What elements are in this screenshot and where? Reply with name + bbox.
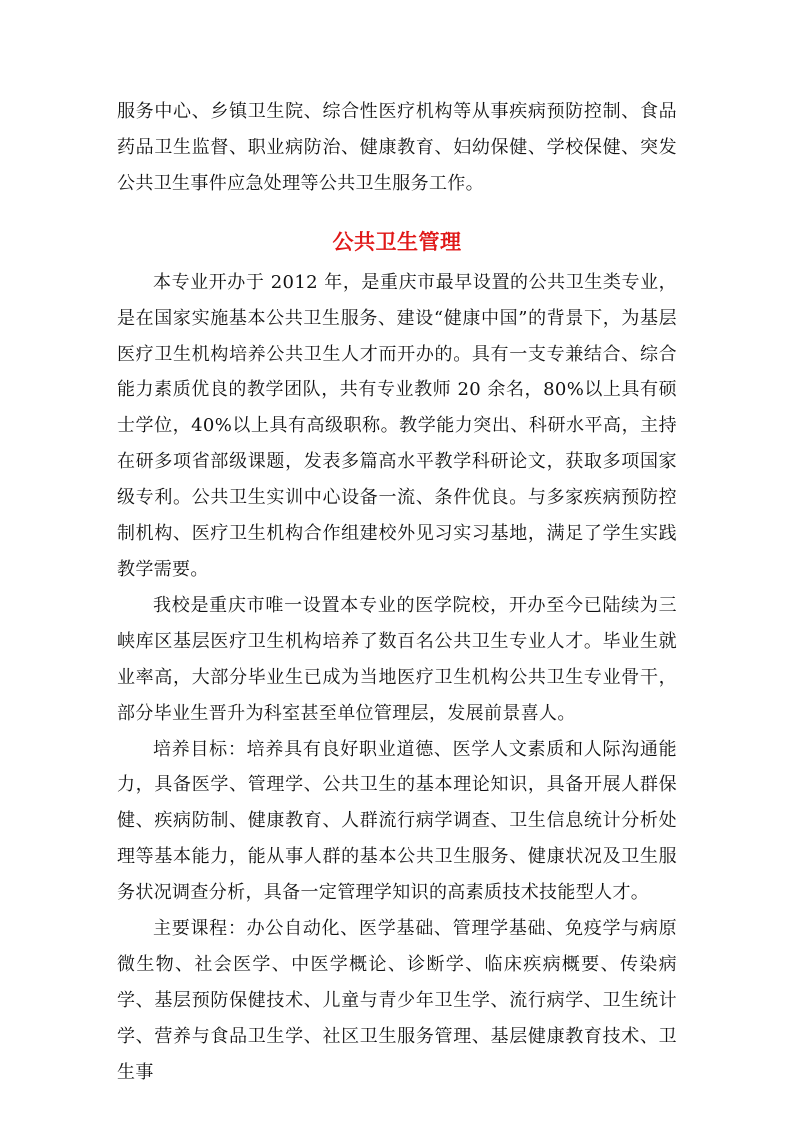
intro-paragraph: 服务中心、乡镇卫生院、综合性医疗机构等从事疾病预防控制、食品药品卫生监督、职业病防治、健康教育、妇幼保健、学校保健、突发公共卫生事件应急处理等公共卫生服务工作。: [117, 101, 677, 194]
page-content: [117, 94, 677, 1091]
body-paragraph-overview: 本专业开办于 2012 年，是重庆市最早设置的公共卫生类专业，是在国家实施基本公共卫生服务、建设“健康中国”的背景下，为基层医疗卫生机构培养公共卫生人才而开办的。具有一支专兼结合、综合能力素质优良的教学团队，共有专业教师 20 余名，80%以上具有硕士学位，40%以上具有高级职称。教学能力突出、科研水平高，主持在研多项省部级课题，发表多篇高水平教学科研论文，获取多项国家级专利。公共卫生实训中心设备一流、条件优良。与多家疾病预防控制机构、医疗卫生机构合作组建校外见习实习基地，满足了学生实践教学需要。: [117, 271, 677, 580]
body-paragraph-main-courses: 主要课程：办公自动化、医学基础、管理学基础、免疫学与病原微生物、社会医学、中医学概论、诊断学、临床疾病概要、传染病学、基层预防保健技术、儿童与青少年卫生学、流行病学、卫生统计学、营养与食品卫生学、社区卫生服务管理、基层健康教育技术、卫生事: [117, 918, 677, 1083]
body-paragraph-graduates: 我校是重庆市唯一设置本专业的医学院校，开办至今已陆续为三峡库区基层医疗卫生机构培养了数百名公共卫生专业人才。毕业生就业率高，大部分毕业生已成为当地医疗卫生机构公共卫生专业骨干，部分毕业生晋升为科室甚至单位管理层，发展前景喜人。: [117, 594, 677, 724]
body-paragraph-training-goals: 培养目标：培养具有良好职业道德、医学人文素质和人际沟通能力，具备医学、管理学、公共卫生的基本理论知识，具备开展人群保健、疾病防制、健康教育、人群流行病学调查、卫生信息统计分析处理等基本能力，能从事人群的基本公共卫生服务、健康状况及卫生服务状况调查分析，具备一定管理学知识的高素质技术技能型人才。: [117, 738, 677, 904]
section-title: 公共卫生管理: [332, 229, 462, 254]
